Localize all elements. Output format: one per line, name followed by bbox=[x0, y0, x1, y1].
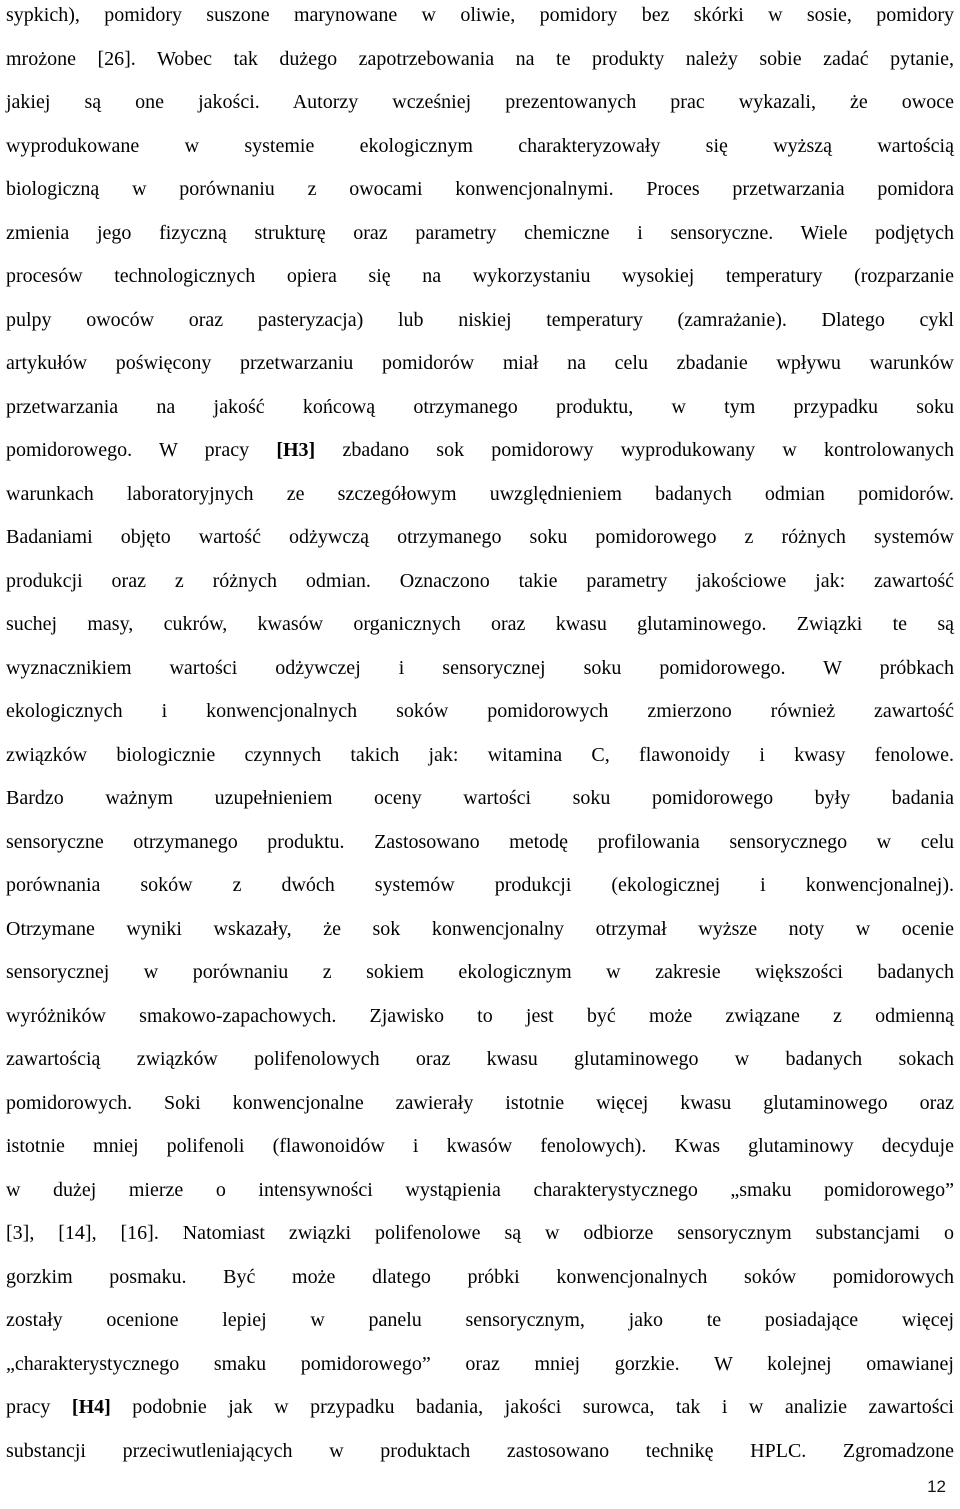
text-line: wyróżników smakowo-zapachowych. Zjawisko to jest być może związane z odmienną bbox=[6, 1004, 954, 1027]
text-segment: zbadano sok pomidorowy wyprodukowany w kontrolowanych bbox=[315, 439, 954, 461]
text-line: wyprodukowane w systemie ekologicznym charakteryzowały się wyższą wartością bbox=[6, 134, 954, 157]
text-line: produkcji oraz z różnych odmian. Oznaczono takie parametry jakościowe jak: zawartość bbox=[6, 569, 954, 592]
text-line: wyznacznikiem wartości odżywczej i sensorycznej soku pomidorowego. W próbkach bbox=[6, 656, 954, 679]
publication-ref-h3: [H3] bbox=[276, 439, 316, 461]
text-line bbox=[6, 1386, 954, 1430]
text-line: istotnie mniej polifenoli (flawonoidów i kwasów fenolowych). Kwas glutaminowy decyduje bbox=[6, 1135, 954, 1157]
text-line: [3], [14], [16]. Natomiast związki polifenolowe są w odbiorze sensorycznym substancjami o bbox=[6, 1222, 954, 1244]
text-line: Badaniami objęto wartość odżywczą otrzymanego soku pomidorowego z różnych systemów bbox=[6, 526, 954, 548]
text-line: mrożone [26]. Wobec tak dużego zapotrzebowania na te produkty należy sobie zadać pytanie, bbox=[6, 47, 954, 70]
text-line: w dużej mierze o intensywności wystąpienia charakterystycznego „smaku pomidorowego” bbox=[6, 1178, 954, 1201]
text-line: sensorycznej w porównaniu z sokiem ekologicznym w zakresie większości badanych bbox=[6, 961, 954, 983]
text-line: sensoryczne otrzymanego produktu. Zastosowano metodę profilowania sensorycznego w celu bbox=[6, 830, 954, 853]
text-line: sypkich), pomidory suszone marynowane w oliwie, pomidory bez skórki w sosie, pomidory bbox=[6, 4, 954, 26]
text-segment: pracy bbox=[6, 1396, 72, 1418]
text-line: zmienia jego fizyczną strukturę oraz parametry chemiczne i sensoryczne. Wiele podjętych bbox=[6, 221, 954, 244]
text-line: warunkach laboratoryjnych ze szczegółowym uwzględnieniem badanych odmian pomidorów. bbox=[6, 482, 954, 505]
text-line: suchej masy, cukrów, kwasów organicznych oraz kwasu glutaminowego. Związki te są bbox=[6, 613, 954, 635]
text-line: gorzkim posmaku. Być może dlatego próbki konwencjonalnych soków pomidorowych bbox=[6, 1265, 954, 1288]
text-line: jakiej są one jakości. Autorzy wcześniej prezentowanych prac wykazali, że owoce bbox=[6, 91, 954, 113]
text-line: artykułów poświęcony przetwarzaniu pomidorów miał na celu zbadanie wpływu warunków bbox=[6, 352, 954, 374]
body-text bbox=[6, 0, 954, 1473]
text-line: ekologicznych i konwencjonalnych soków pomidorowych zmierzono również zawartość bbox=[6, 700, 954, 722]
text-line: „charakterystycznego smaku pomidorowego” oraz mniej gorzkie. W kolejnej omawianej bbox=[6, 1352, 954, 1375]
text-segment: pomidorowego. W pracy bbox=[6, 439, 277, 461]
text-segment: podobnie jak w przypadku badania, jakości surowca, tak i w analizie zawartości bbox=[110, 1396, 954, 1418]
text-line: pomidorowych. Soki konwencjonalne zawierały istotnie więcej kwasu glutaminowego oraz bbox=[6, 1091, 954, 1114]
text-line: przetwarzania na jakość końcową otrzymanego produktu, w tym przypadku soku bbox=[6, 395, 954, 418]
text-line bbox=[6, 429, 954, 473]
text-line: procesów technologicznych opiera się na wykorzystaniu wysokiej temperatury (rozparzanie bbox=[6, 265, 954, 287]
text-line: zawartością związków polifenolowych oraz kwasu glutaminowego w badanych sokach bbox=[6, 1048, 954, 1070]
text-line: zostały ocenione lepiej w panelu sensorycznym, jako te posiadające więcej bbox=[6, 1309, 954, 1331]
text-line: Bardzo ważnym uzupełnieniem oceny wartości soku pomidorowego były badania bbox=[6, 787, 954, 809]
text-line: pulpy owoców oraz pasteryzacja) lub niskiej temperatury (zamrażanie). Dlatego cykl bbox=[6, 308, 954, 331]
text-line: substancji przeciwutleniających w produktach zastosowano technikę HPLC. Zgromadzone bbox=[6, 1439, 954, 1462]
text-line: porównania soków z dwóch systemów produkcji (ekologicznej i konwencjonalnej). bbox=[6, 874, 954, 896]
page-number: 12 bbox=[927, 1477, 946, 1496]
text-line: biologiczną w porównaniu z owocami konwencjonalnymi. Proces przetwarzania pomidora bbox=[6, 178, 954, 200]
text-line: Otrzymane wyniki wskazały, że sok konwencjonalny otrzymał wyższe noty w ocenie bbox=[6, 917, 954, 940]
text-line: związków biologicznie czynnych takich jak: witamina C, flawonoidy i kwasy fenolowe. bbox=[6, 743, 954, 766]
publication-ref-h4: [H4] bbox=[71, 1396, 111, 1418]
